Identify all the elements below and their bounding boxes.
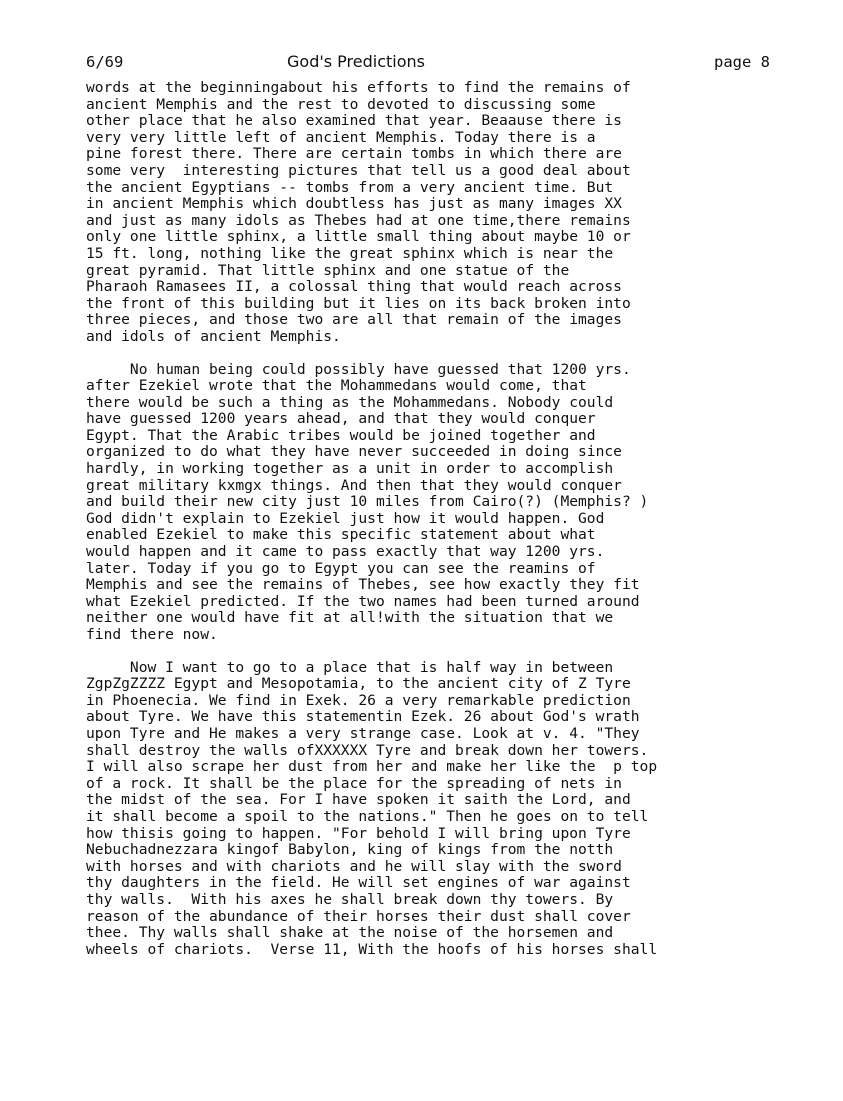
header-page-number: page 8 [714, 53, 770, 71]
document-body [86, 80, 786, 958]
paragraph-memphis-remains: words at the beginningabout his efforts to find the remains of ancient Memphis and the rest to devoted to discussing some other place that he also examined that year. Beaause there is very very little left of ancient Memphis. Today there is a pine forest there. There are certain tombs in which there are some very interesting pictures that tell us a good deal about the ancient Egyptians -- tombs from a very ancient time. But in ancient Memphis which doubtless has just as many images XX and just as many idols as Thebes had at one time,there remains only one little sphinx, a little small thing about maybe 10 or 15 ft. long, nothing like the great sphinx which is near the great pyramid. That little sphinx and one statue of the Pharaoh Ramasees II, a colossal thing that would reach across the front of this building but it lies on its back broken into three pieces, and those two are all that remain of the images and idols of ancient Memphis. [86, 79, 631, 345]
header-date: 6/69 [86, 53, 124, 71]
paragraph-mohammedans-prediction: No human being could possibly have guessed that 1200 yrs. after Ezekiel wrote that the Mohammedans would come, that there would be such a thing as the Mohammedans. Nobody could have guessed 1200 years ahead, and that they would conquer Egypt. That the Arabic tribes would be joined together and organized to do what they have never succeeded in doing since hardly, in working together as a unit in order to accomplish great military kxmgx things. And then that they would conquer and build their new city just 10 miles from Cairo(?) (Memphis? ) God didn't explain to Ezekiel just how it would happen. God enabled Ezekiel to make this specific statement about what would happen and it came to pass exactly that way 1200 yrs. later. Today if you go to Egypt you can see the reamins of Memphis and see the remains of Thebes, see how exactly they fit what Ezekiel predicted. If the two names had been turned around neither one would have fit at all!with the situation that we find there now. [86, 360, 649, 643]
paragraph-tyre-prediction: Now I want to go to a place that is half way in between ZgpZgZZZZ Egypt and Mesopotamia, to the ancient city of Z Tyre in Phoenecia. We find in Exek. 26 a very remarkable prediction about Tyre. We have this statementin Ezek. 26 about God's wrath upon Tyre and He makes a very strange case. Look at v. 4. "They shall destroy the walls ofXXXXXX Tyre and break down her towers. I will also scrape her dust from her and make her like the p top of a rock. It shall be the place for the spreading of nets in the midst of the sea. For I have spoken it saith the Lord, and it shall become a spoil to the nations." Then he goes on to tell how thisis going to happen. "For behold I will bring upon Tyre Nebuchadnezzara kingof Babylon, king of kings from the notth with horses and with chariots and he will slay with the sword thy daughters in the field. He will set engines of war against thy walls. With his axes he shall break down thy towers. By reason of the abundance of their horses their dust shall cover thee. Thy walls shall shake at the noise of the horsemen and wheels of chariots. Verse 11, With the hoofs of his horses shall [86, 658, 658, 958]
header-title: God's Predictions [287, 52, 425, 71]
page-header [86, 52, 770, 72]
